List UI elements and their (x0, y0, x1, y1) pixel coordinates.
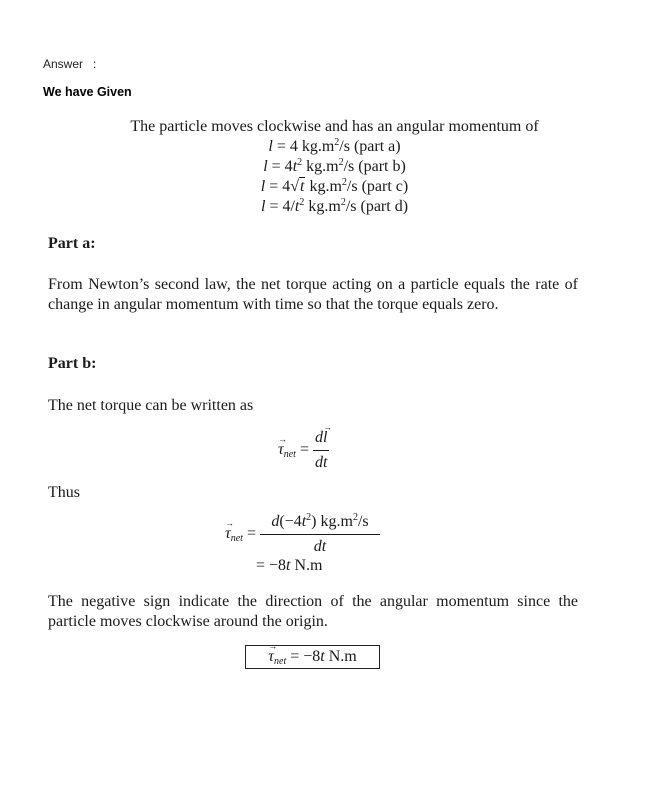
torque-result: = −8t N.m (256, 557, 323, 574)
part-b-heading: Part b: (48, 355, 97, 372)
torque-fraction: $\frac{dl \to}{dt}$ (313, 428, 329, 473)
given-heading: We have Given (43, 85, 132, 99)
given-intro: The particle moves clockwise and has an angular momentum of (130, 118, 539, 135)
boxed-answer: $\tau \to_{net} = -8t$ N.m (245, 645, 380, 669)
given-line-d: $l = 4/t^2$ $kg.m^2/s$ (part d) (260, 197, 409, 215)
thus-label: Thus (48, 484, 80, 501)
torque-definition-equation: $\tau \to_{net}$ = $\frac{dl \to}{dt}$ (278, 428, 329, 473)
conclusion-text: The negative sign indicate the direction of the angular momentum since the particle moves clockwise around the origin. (48, 593, 578, 630)
given-line-a: l = 4 $kg.m^2/s$ (part a) (268, 137, 401, 155)
given-line-b: $l = 4t^2$ $kg.m^2/s$ (part b) (263, 157, 406, 175)
torque-calculation-equation: $\tau \to_{net}$ = $\frac{d(-4t^2) kg.m^2/s}{dt}$ (225, 512, 380, 557)
part-b-intro: The net torque can be written as (48, 397, 254, 414)
part-a-heading: Part a: (48, 235, 96, 252)
answer-label: Answer : (43, 57, 97, 71)
part-a-text: From Newton’s second law, the net torque acting on a particle equals the rate of change in angular momentum with time so that the torque equals zero. (48, 276, 578, 313)
given-line-c: l = 4√t $kg.m^2/s$ (part c) (260, 177, 409, 195)
